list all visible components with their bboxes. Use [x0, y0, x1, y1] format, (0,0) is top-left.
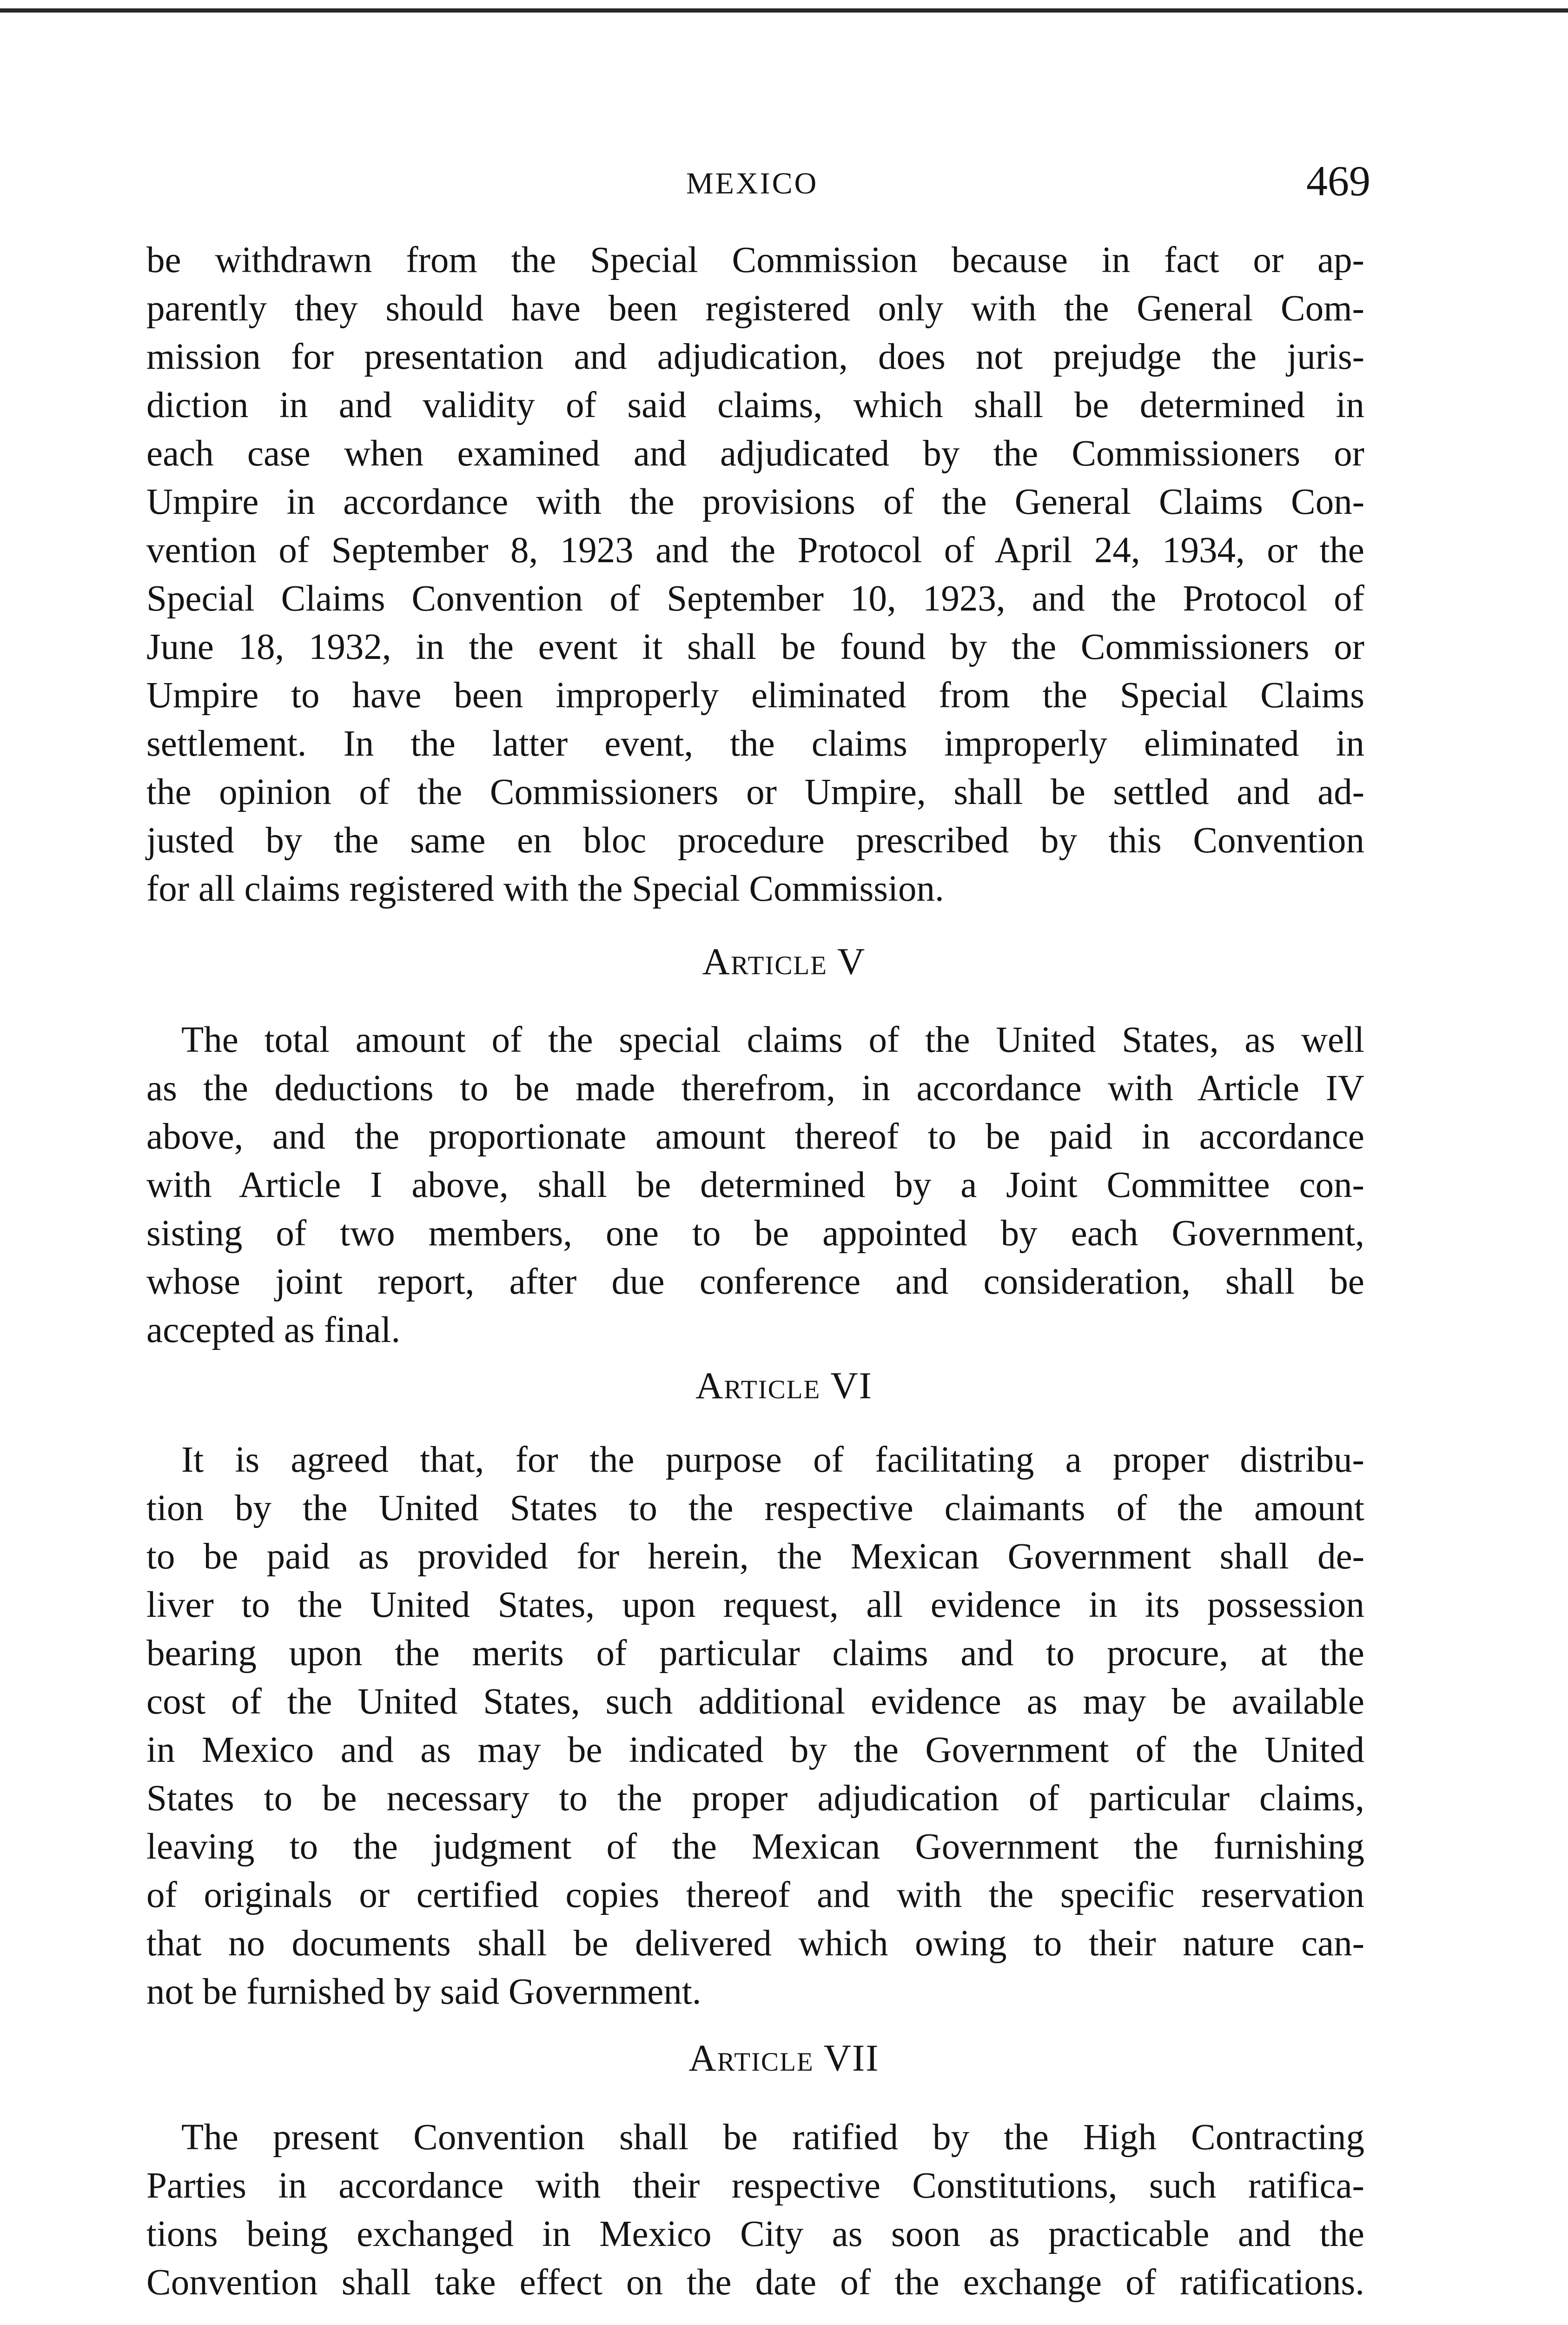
article-vi-heading: Article VI: [695, 1364, 873, 1407]
article-v-paragraph: [146, 1016, 1364, 1355]
text-line: It is agreed that, for the purpose of facilitating a proper distribu-: [181, 1440, 1364, 1480]
page-number: 469: [1306, 157, 1370, 205]
text-line: sisting of two members, one to be appointed by each Government,: [146, 1213, 1364, 1254]
text-line: justed by the same en bloc procedure prescribed by this Convention: [146, 820, 1364, 861]
text-line: The present Convention shall be ratified by the High Contracting: [181, 2117, 1364, 2158]
text-line: each case when examined and adjudicated by the Commissioners or: [146, 433, 1364, 474]
text-line: settlement. In the latter event, the claims improperly eliminated in: [146, 724, 1364, 764]
text-line: parently they should have been registered only with the General Com-: [146, 288, 1364, 329]
text-line: the opinion of the Commissioners or Umpire, shall be settled and ad-: [146, 772, 1364, 812]
text-line: Special Claims Convention of September 10, 1923, and the Protocol of: [146, 578, 1364, 619]
text-line: June 18, 1932, in the event it shall be found by the Commissioners or: [146, 627, 1364, 667]
text-line: for all claims registered with the Special Commission.: [146, 869, 944, 909]
text-line: The total amount of the special claims of the United States, as well: [181, 1020, 1364, 1060]
text-line: Umpire to have been improperly eliminated from the Special Claims: [146, 675, 1364, 716]
text-line: tion by the United States to the respective claimants of the amount: [146, 1488, 1364, 1528]
article-vi-paragraph: [146, 1436, 1364, 2016]
running-head: [0, 158, 1568, 205]
text-line: not be furnished by said Government.: [146, 1972, 701, 2012]
continuation-paragraph: [146, 236, 1364, 913]
text-line: mission for presentation and adjudication, does not prejudge the juris-: [146, 337, 1364, 377]
text-line: that no documents shall be delivered which owing to their nature can-: [146, 1923, 1364, 1964]
article-vii-paragraph: [146, 2113, 1364, 2307]
text-line: as the deductions to be made therefrom, in accordance with Article IV: [146, 1068, 1364, 1109]
text-line: bearing upon the merits of particular claims and to procure, at the: [146, 1633, 1364, 1674]
text-line: with Article I above, shall be determined by a Joint Committee con-: [146, 1165, 1364, 1205]
article-v-heading: Article V: [702, 940, 866, 983]
text-line: leaving to the judgment of the Mexican Government the furnishing: [146, 1827, 1364, 1867]
text-line: Convention shall take effect on the date of the exchange of ratifications.: [146, 2262, 1364, 2303]
text-line: be withdrawn from the Special Commission because in fact or ap-: [146, 240, 1364, 280]
text-line: tions being exchanged in Mexico City as soon as practicable and the: [146, 2214, 1364, 2254]
text-line: vention of September 8, 1923 and the Protocol of April 24, 1934, or the: [146, 530, 1364, 571]
text-line: of originals or certified copies thereof and with the specific reservation: [146, 1875, 1364, 1915]
text-line: above, and the proportionate amount thereof to be paid in accordance: [146, 1116, 1364, 1157]
text-line: Umpire in accordance with the provisions of the General Claims Con-: [146, 482, 1364, 522]
text-line: accepted as final.: [146, 1310, 401, 1350]
article-vii-heading: Article VII: [688, 2037, 880, 2079]
text-line: States to be necessary to the proper adjudication of particular claims,: [146, 1778, 1364, 1819]
top-rule: [0, 8, 1568, 13]
text-line: whose joint report, after due conference and consideration, shall be: [146, 1262, 1364, 1302]
text-line: in Mexico and as may be indicated by the Government of the United: [146, 1730, 1364, 1770]
text-line: Parties in accordance with their respective Constitutions, such ratifica-: [146, 2166, 1364, 2206]
text-line: cost of the United States, such additional evidence as may be available: [146, 1681, 1364, 1722]
text-line: diction in and validity of said claims, which shall be determined in: [146, 385, 1364, 425]
text-line: liver to the United States, upon request, all evidence in its possession: [146, 1585, 1364, 1625]
running-title: MEXICO: [686, 166, 819, 200]
text-line: to be paid as provided for herein, the Mexican Government shall de-: [146, 1536, 1364, 1577]
